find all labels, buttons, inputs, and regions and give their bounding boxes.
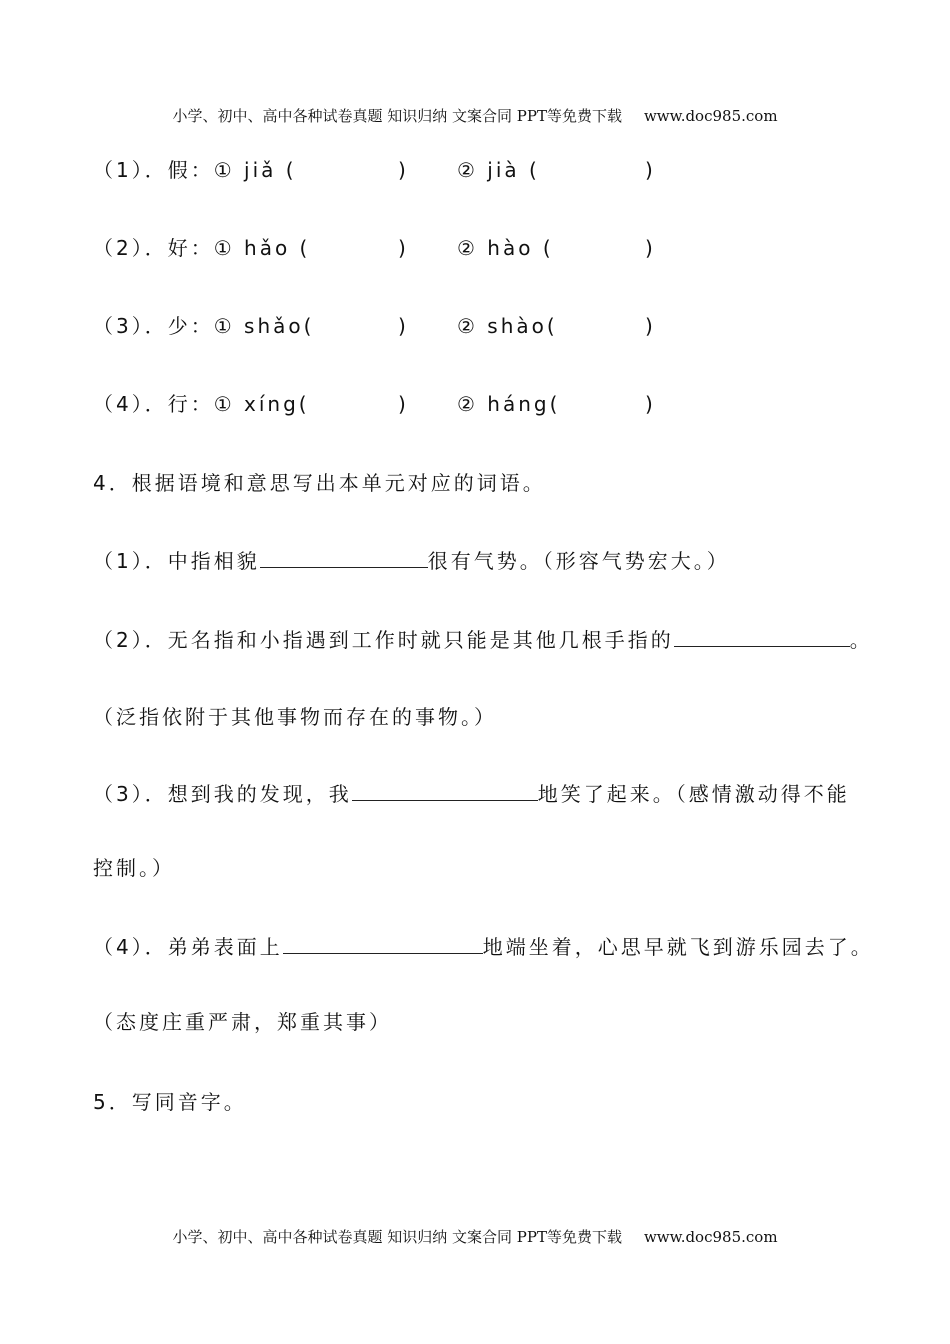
q4-sentence-2: （2）．无名指和小指遇到工作时就只能是其他几根手指的 。 <box>93 628 873 652</box>
header-url: www.doc985.com <box>643 107 778 125</box>
answer-blank[interactable] <box>260 549 428 568</box>
q4-sentence-3-cont: 控制。） <box>93 856 175 880</box>
footer-url: www.doc985.com <box>643 1228 778 1246</box>
page-header <box>0 105 950 126</box>
q4-sentence-4: （4）．弟弟表面上 地端坐着，心思早就飞到游乐园去了。 <box>93 935 874 959</box>
q4-title: 4．根据语境和意思写出本单元对应的词语。 <box>93 471 546 495</box>
q3-item-3: （3）．少：① shǎo( ) ② shào( ) <box>93 314 656 338</box>
q5-title: 5．写同音字。 <box>93 1090 247 1114</box>
q3-item-4: （4）．行：① xíng( ) ② háng( ) <box>93 392 656 416</box>
footer-text: 小学、初中、高中各种试卷真题 知识归纳 文案合同 PPT等免费下载 <box>172 1228 622 1246</box>
q4-sentence-1: （1）．中指相貌 很有气势。（形容气势宏大。） <box>93 549 730 573</box>
q4-sentence-3: （3）．想到我的发现，我 地笑了起来。（感情激动得不能 <box>93 782 850 806</box>
answer-blank[interactable] <box>674 628 850 647</box>
q3-item-1: （1）．假：① jiǎ ( ) ② jià ( ) <box>93 158 656 182</box>
q3-item-2: （2）．好：① hǎo ( ) ② hào ( ) <box>93 236 656 260</box>
answer-blank[interactable] <box>283 935 483 954</box>
q4-sentence-2-note: （泛指依附于其他事物而存在的事物。） <box>93 705 497 729</box>
answer-blank[interactable] <box>352 782 538 801</box>
q4-sentence-4-note: （态度庄重严肃，郑重其事） <box>93 1010 392 1034</box>
page-footer <box>0 1226 950 1247</box>
header-text: 小学、初中、高中各种试卷真题 知识归纳 文案合同 PPT等免费下载 <box>172 107 622 125</box>
